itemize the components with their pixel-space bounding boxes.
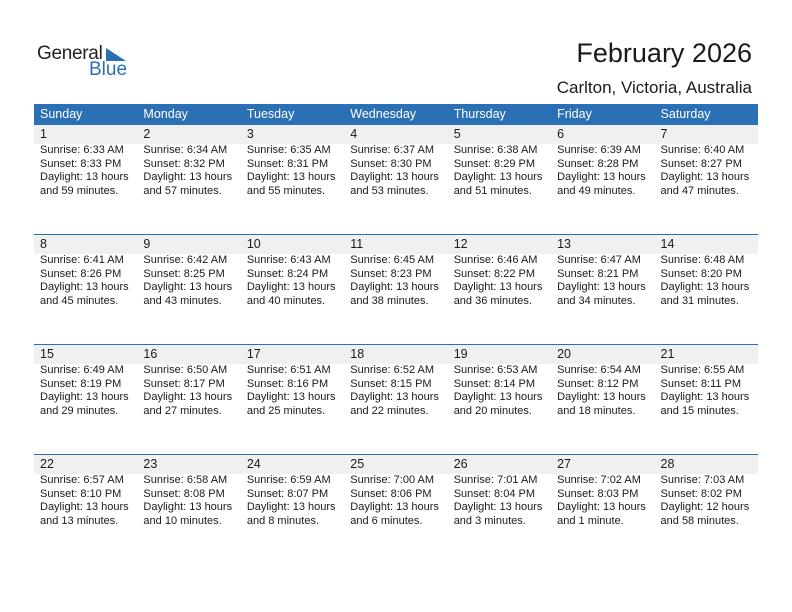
sunrise-text: Sunrise: 6:35 AM xyxy=(246,144,331,156)
daylight-text: and 58 minutes. xyxy=(660,514,739,527)
sunset-text: Sunset: 8:26 PM xyxy=(40,267,122,280)
day-number: 4 xyxy=(350,127,358,141)
day-cell xyxy=(448,254,551,344)
day-number: 11 xyxy=(350,237,364,251)
daylight-text: and 3 minutes. xyxy=(453,514,526,527)
daylight-text: and 10 minutes. xyxy=(143,514,222,527)
day-cell xyxy=(241,364,344,454)
sunset-text: Sunset: 8:22 PM xyxy=(453,267,536,280)
day-cell xyxy=(655,254,758,344)
daylight-text: and 59 minutes. xyxy=(40,184,119,197)
sunset-text: Sunset: 8:04 PM xyxy=(453,487,536,500)
day-number: 24 xyxy=(246,457,261,471)
calendar-week xyxy=(34,454,758,564)
daylight-text: Daylight: 13 hours xyxy=(660,281,750,293)
day-number: 21 xyxy=(660,347,675,361)
day-number: 14 xyxy=(660,237,675,251)
daylight-text: and 45 minutes. xyxy=(40,294,119,307)
day-number: 13 xyxy=(557,237,572,251)
day-number: 7 xyxy=(660,127,668,141)
sunrise-text: Sunrise: 6:54 AM xyxy=(557,364,641,376)
day-number: 17 xyxy=(246,347,261,361)
logo-text-general: General xyxy=(37,43,103,64)
sunrise-text: Sunrise: 6:38 AM xyxy=(453,144,538,156)
daylight-text: Daylight: 13 hours xyxy=(660,171,750,183)
sunset-text: Sunset: 8:16 PM xyxy=(246,377,329,390)
day-number: 26 xyxy=(453,457,468,471)
sunrise-text: Sunrise: 6:55 AM xyxy=(660,364,745,376)
day-cell xyxy=(655,364,758,454)
day-cell xyxy=(137,364,240,454)
day-number: 18 xyxy=(350,347,365,361)
day-cell xyxy=(344,144,447,234)
daylight-text: Daylight: 13 hours xyxy=(350,501,439,513)
daylight-text: and 31 minutes. xyxy=(660,294,739,307)
location-subtitle: Carlton, Victoria, Australia xyxy=(556,78,752,97)
day-cell xyxy=(655,144,758,234)
sunset-text: Sunset: 8:25 PM xyxy=(143,267,225,280)
day-cell xyxy=(344,364,447,454)
sunrise-text: Sunrise: 6:45 AM xyxy=(350,254,435,266)
sunrise-text: Sunrise: 6:51 AM xyxy=(246,364,331,376)
calendar-week xyxy=(34,125,758,234)
sunset-text: Sunset: 8:21 PM xyxy=(557,267,639,280)
sunrise-text: Sunrise: 6:49 AM xyxy=(40,364,124,376)
calendar-grid xyxy=(34,104,758,564)
sunset-text: Sunset: 8:14 PM xyxy=(453,377,536,390)
day-cell xyxy=(137,254,240,344)
weekday-friday: Friday xyxy=(557,107,592,121)
daylight-text: and 53 minutes. xyxy=(350,184,429,197)
sunrise-text: Sunrise: 7:00 AM xyxy=(350,474,435,486)
day-cell xyxy=(655,474,758,564)
sunrise-text: Sunrise: 6:34 AM xyxy=(143,144,228,156)
calendar-week xyxy=(34,234,758,344)
day-cell xyxy=(448,144,551,234)
sunset-text: Sunset: 8:19 PM xyxy=(40,377,122,390)
day-cell xyxy=(137,474,240,564)
daylight-text: and 25 minutes. xyxy=(246,404,326,417)
daylight-text: Daylight: 13 hours xyxy=(453,281,543,293)
day-cell xyxy=(34,254,137,344)
sunrise-text: Sunrise: 6:46 AM xyxy=(453,254,538,266)
daylight-text: and 51 minutes. xyxy=(453,184,532,197)
daylight-text: Daylight: 13 hours xyxy=(143,281,233,293)
logo xyxy=(37,44,137,80)
day-number: 27 xyxy=(557,457,572,471)
day-cell xyxy=(551,474,654,564)
daylight-text: Daylight: 13 hours xyxy=(143,391,233,403)
sunset-text: Sunset: 8:28 PM xyxy=(557,157,639,170)
day-number: 3 xyxy=(246,127,254,141)
daylight-text: Daylight: 13 hours xyxy=(557,391,646,403)
day-cell xyxy=(344,254,447,344)
sunset-text: Sunset: 8:29 PM xyxy=(453,157,536,170)
day-number-row xyxy=(34,235,758,254)
sunset-text: Sunset: 8:06 PM xyxy=(350,487,432,500)
sunrise-text: Sunrise: 6:58 AM xyxy=(143,474,228,486)
daylight-text: and 43 minutes. xyxy=(143,294,222,307)
daylight-text: and 57 minutes. xyxy=(143,184,222,197)
sunset-text: Sunset: 8:23 PM xyxy=(350,267,432,280)
daylight-text: Daylight: 13 hours xyxy=(143,501,233,513)
daylight-text: and 40 minutes. xyxy=(246,294,326,307)
sunrise-text: Sunrise: 6:53 AM xyxy=(453,364,538,376)
sunrise-text: Sunrise: 6:42 AM xyxy=(143,254,228,266)
daylight-text: Daylight: 13 hours xyxy=(453,171,543,183)
daylight-text: and 15 minutes. xyxy=(660,404,739,417)
sunset-text: Sunset: 8:11 PM xyxy=(660,377,742,390)
sunrise-text: Sunrise: 7:01 AM xyxy=(453,474,538,486)
daylight-text: Daylight: 13 hours xyxy=(350,281,439,293)
day-cell xyxy=(551,254,654,344)
day-number-row xyxy=(34,345,758,364)
daylight-text: Daylight: 13 hours xyxy=(557,171,646,183)
daylight-text: Daylight: 12 hours xyxy=(660,501,750,513)
day-cell xyxy=(241,254,344,344)
weekday-tuesday: Tuesday xyxy=(246,107,295,121)
day-number-row xyxy=(34,125,758,144)
weekday-thursday: Thursday xyxy=(453,107,506,121)
day-info-row xyxy=(34,144,758,234)
day-number: 8 xyxy=(40,237,47,251)
day-cell xyxy=(34,474,137,564)
day-number: 9 xyxy=(143,237,151,251)
sunset-text: Sunset: 8:27 PM xyxy=(660,157,742,170)
daylight-text: and 29 minutes. xyxy=(40,404,119,417)
day-cell xyxy=(34,144,137,234)
daylight-text: Daylight: 13 hours xyxy=(143,171,233,183)
daylight-text: Daylight: 13 hours xyxy=(246,281,336,293)
calendar-week xyxy=(34,344,758,454)
day-number: 1 xyxy=(40,127,47,141)
sunset-text: Sunset: 8:12 PM xyxy=(557,377,639,390)
weekday-header xyxy=(34,104,758,125)
sunrise-text: Sunrise: 6:52 AM xyxy=(350,364,435,376)
sunrise-text: Sunrise: 6:37 AM xyxy=(350,144,435,156)
sunset-text: Sunset: 8:20 PM xyxy=(660,267,742,280)
sunset-text: Sunset: 8:02 PM xyxy=(660,487,742,500)
sunset-text: Sunset: 8:32 PM xyxy=(143,157,225,170)
day-number: 5 xyxy=(453,127,461,141)
sunrise-text: Sunrise: 6:48 AM xyxy=(660,254,745,266)
daylight-text: Daylight: 13 hours xyxy=(40,501,129,513)
daylight-text: and 49 minutes. xyxy=(557,184,636,197)
sunrise-text: Sunrise: 6:50 AM xyxy=(143,364,228,376)
sunrise-text: Sunrise: 6:57 AM xyxy=(40,474,124,486)
sunrise-text: Sunrise: 6:40 AM xyxy=(660,144,745,156)
weekday-wednesday: Wednesday xyxy=(350,107,417,121)
day-number-row xyxy=(34,455,758,474)
daylight-text: and 47 minutes. xyxy=(660,184,739,197)
day-info-row xyxy=(34,474,758,564)
day-number: 19 xyxy=(453,347,468,361)
daylight-text: and 27 minutes. xyxy=(143,404,222,417)
day-cell xyxy=(34,364,137,454)
weekday-monday: Monday xyxy=(143,107,188,121)
day-number: 2 xyxy=(143,127,151,141)
daylight-text: and 6 minutes. xyxy=(350,514,423,527)
daylight-text: and 13 minutes. xyxy=(40,514,119,527)
day-info-row xyxy=(34,254,758,344)
daylight-text: Daylight: 13 hours xyxy=(557,501,646,513)
weekday-sunday: Sunday xyxy=(40,107,83,121)
daylight-text: Daylight: 13 hours xyxy=(453,501,543,513)
day-number: 6 xyxy=(557,127,565,141)
day-cell xyxy=(551,144,654,234)
sunset-text: Sunset: 8:17 PM xyxy=(143,377,225,390)
daylight-text: Daylight: 13 hours xyxy=(40,281,129,293)
sunset-text: Sunset: 8:15 PM xyxy=(350,377,432,390)
day-number: 20 xyxy=(557,347,572,361)
daylight-text: Daylight: 13 hours xyxy=(660,391,750,403)
sunset-text: Sunset: 8:31 PM xyxy=(246,157,329,170)
day-cell xyxy=(448,364,551,454)
daylight-text: Daylight: 13 hours xyxy=(40,171,129,183)
sunset-text: Sunset: 8:07 PM xyxy=(246,487,329,500)
daylight-text: Daylight: 13 hours xyxy=(246,171,336,183)
day-number: 28 xyxy=(660,457,675,471)
day-cell xyxy=(137,144,240,234)
sunset-text: Sunset: 8:03 PM xyxy=(557,487,639,500)
logo-text-blue: Blue xyxy=(89,59,128,80)
day-cell xyxy=(551,364,654,454)
sunrise-text: Sunrise: 7:03 AM xyxy=(660,474,745,486)
day-number: 16 xyxy=(143,347,158,361)
day-number: 12 xyxy=(453,237,468,251)
daylight-text: and 8 minutes. xyxy=(246,514,319,527)
weekday-saturday: Saturday xyxy=(660,107,711,121)
day-number: 25 xyxy=(350,457,365,471)
day-info-row xyxy=(34,364,758,454)
daylight-text: and 18 minutes. xyxy=(557,404,636,417)
day-cell xyxy=(241,474,344,564)
day-cell xyxy=(448,474,551,564)
day-number: 22 xyxy=(40,457,54,471)
sunset-text: Sunset: 8:33 PM xyxy=(40,157,122,170)
day-cell xyxy=(344,474,447,564)
daylight-text: and 34 minutes. xyxy=(557,294,636,307)
daylight-text: Daylight: 13 hours xyxy=(40,391,129,403)
sunrise-text: Sunrise: 6:33 AM xyxy=(40,144,124,156)
sunrise-text: Sunrise: 6:59 AM xyxy=(246,474,331,486)
daylight-text: Daylight: 13 hours xyxy=(453,391,543,403)
sunset-text: Sunset: 8:30 PM xyxy=(350,157,432,170)
day-number: 10 xyxy=(246,237,261,251)
daylight-text: Daylight: 13 hours xyxy=(557,281,646,293)
day-cell xyxy=(241,144,344,234)
day-number: 15 xyxy=(40,347,54,361)
sunrise-text: Sunrise: 6:47 AM xyxy=(557,254,641,266)
page-title: February 2026 xyxy=(576,38,752,68)
daylight-text: and 22 minutes. xyxy=(350,404,429,417)
sunrise-text: Sunrise: 6:43 AM xyxy=(246,254,331,266)
sunrise-text: Sunrise: 6:41 AM xyxy=(40,254,124,266)
daylight-text: Daylight: 13 hours xyxy=(246,391,336,403)
sunset-text: Sunset: 8:08 PM xyxy=(143,487,225,500)
daylight-text: and 1 minute. xyxy=(557,514,624,527)
daylight-text: Daylight: 13 hours xyxy=(350,391,439,403)
daylight-text: Daylight: 13 hours xyxy=(350,171,439,183)
daylight-text: and 38 minutes. xyxy=(350,294,429,307)
sunset-text: Sunset: 8:24 PM xyxy=(246,267,329,280)
daylight-text: Daylight: 13 hours xyxy=(246,501,336,513)
sunset-text: Sunset: 8:10 PM xyxy=(40,487,122,500)
day-number: 23 xyxy=(143,457,158,471)
daylight-text: and 20 minutes. xyxy=(453,404,532,417)
daylight-text: and 55 minutes. xyxy=(246,184,326,197)
sunrise-text: Sunrise: 6:39 AM xyxy=(557,144,641,156)
daylight-text: and 36 minutes. xyxy=(453,294,532,307)
sunrise-text: Sunrise: 7:02 AM xyxy=(557,474,641,486)
